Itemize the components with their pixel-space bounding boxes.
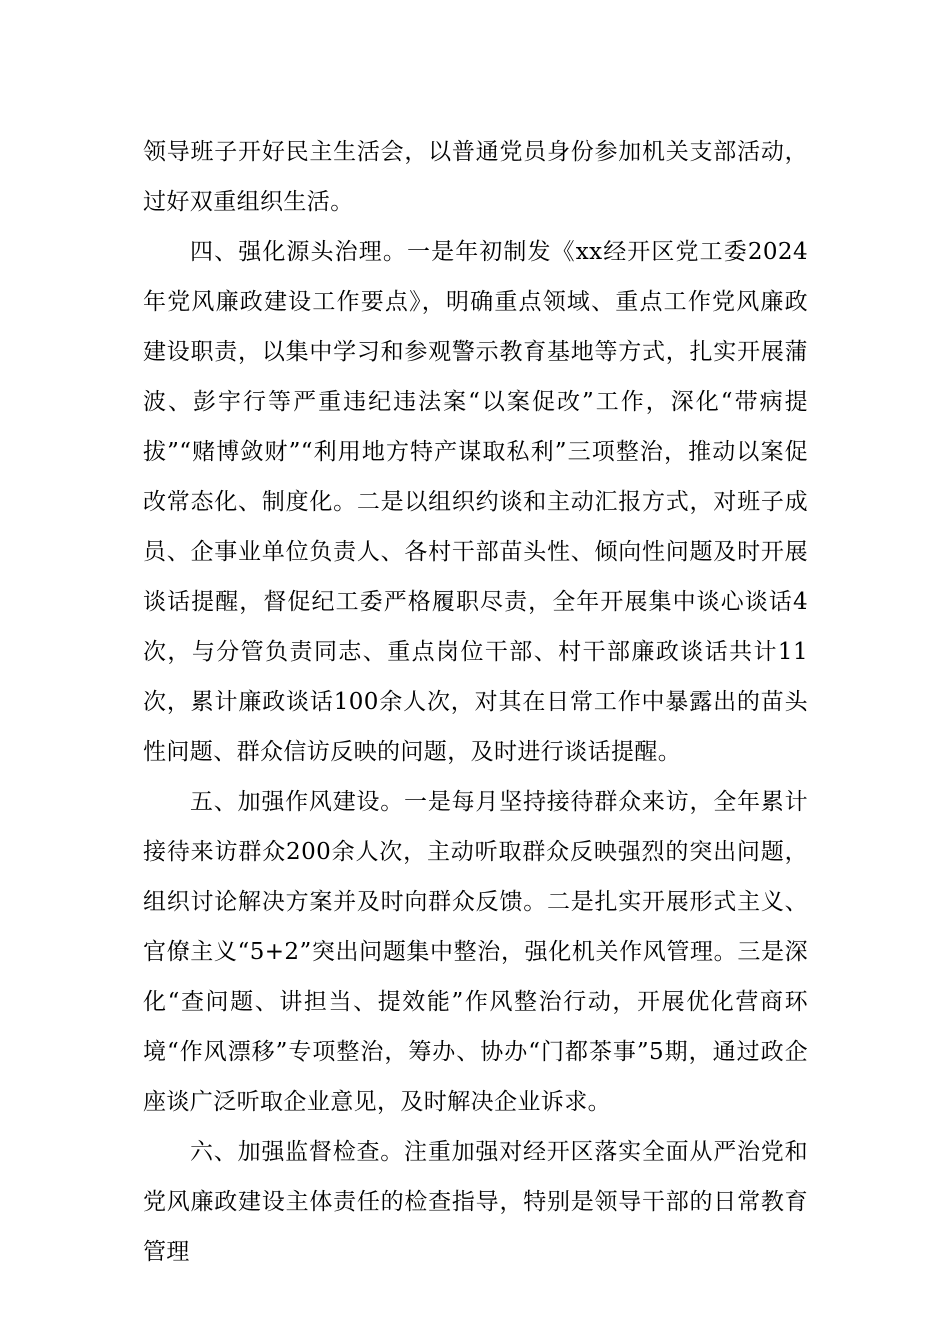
document-body xyxy=(143,127,808,1277)
paragraph-work-style: 五、加强作风建设。一是每月坚持接待群众来访，全年累计接待来访群众200余人次，主动听取群众反映强烈的突出问题，组织讨论解决方案并及时向群众反馈。二是扎实开展形式主义、官僚主义“5+2”突出问题集中整治，强化机关作风管理。三是深化“查问题、讲担当、提效能”作风整治行动，开展优化营商环境“作风漂移”专项整治，筹办、协办“门都茶事”5期，通过政企座谈广泛听取企业意见，及时解决企业诉求。 xyxy=(143,789,808,1115)
paragraph-source-governance: 四、强化源头治理。一是年初制发《xx经开区党工委2024年党风廉政建设工作要点》，明确重点领域、重点工作党风廉政建设职责，以集中学习和参观警示教育基地等方式，扎实开展蒲波、彭宇行等严重违纪违法案“以案促改”工作，深化“带病提拔”“赌博敛财”“利用地方特产谋取私利”三项整治，推动以案促改常态化、制度化。二是以组织约谈和主动汇报方式，对班子成员、企事业单位负责人、各村干部苗头性、倾向性问题及时开展谈话提醒，督促纪工委严格履职尽责，全年开展集中谈心谈话4次，与分管负责同志、重点岗位干部、村干部廉政谈话共计11次，累计廉政谈话100余人次，对其在日常工作中暴露出的苗头性问题、群众信访反映的问题，及时进行谈话提醒。 xyxy=(143,239,808,765)
paragraph-continuation: 领导班子开好民主生活会，以普通党员身份参加机关支部活动，过好双重组织生活。 xyxy=(143,139,808,215)
paragraph-supervision: 六、加强监督检查。注重加强对经开区落实全面从严治党和党风廉政建设主体责任的检查指导，特别是领导干部的日常教育管理 xyxy=(143,1139,808,1265)
